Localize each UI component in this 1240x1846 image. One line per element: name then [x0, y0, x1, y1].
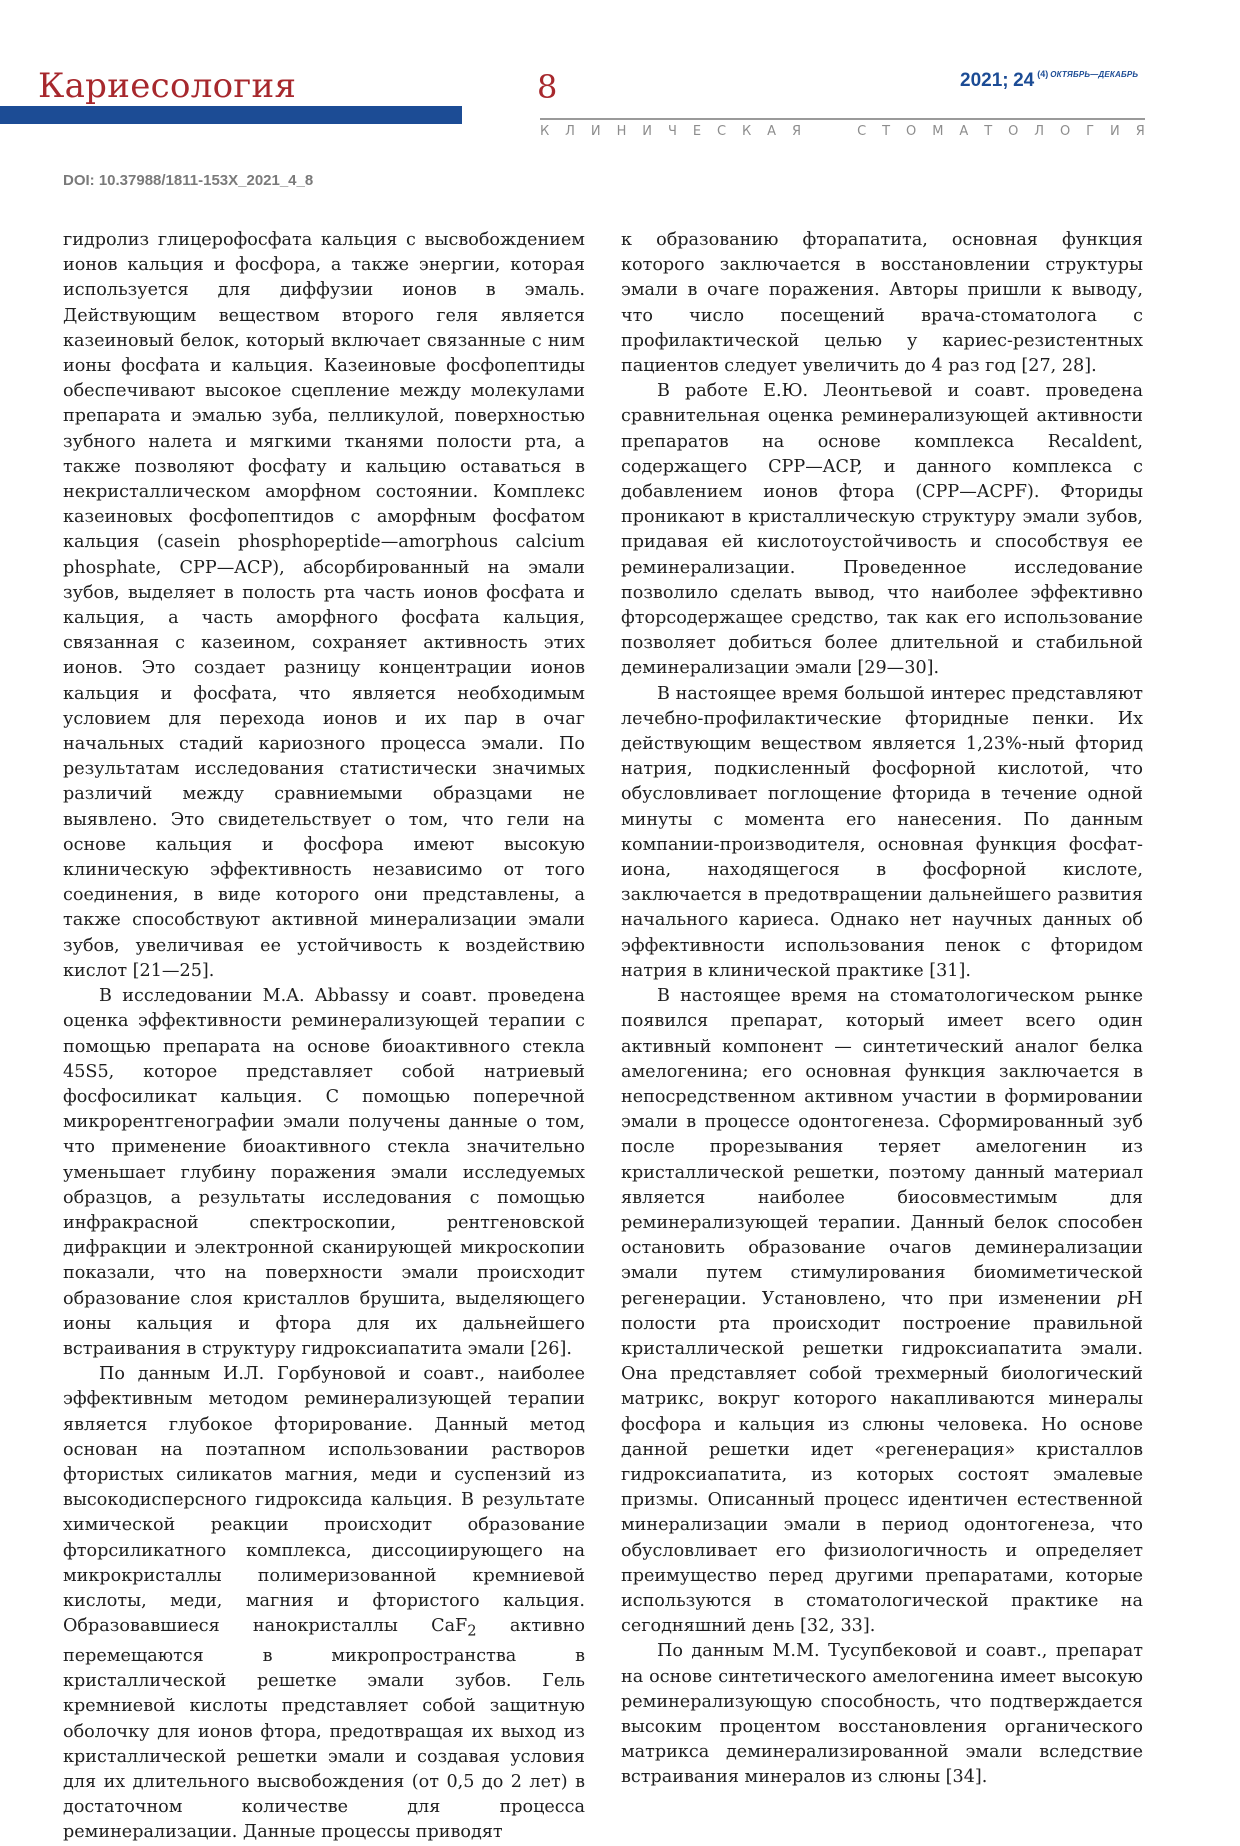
paragraph [63, 1362, 585, 1845]
paragraph: к образованию фторапатита, основная функция которого заключается в восстановлении структуры эмали в очаге поражения. Авторы пришли к выводу, что число посещений врача-стоматолога с профилактической целью у кариес-резистентных пациентов следует увеличить до 4 раз год [27, 28]. [621, 230, 1143, 377]
journal-letter: М [932, 124, 944, 139]
journal-letter: Г [1086, 124, 1095, 139]
journal-letter: С [857, 124, 867, 139]
journal-letter: Ч [667, 124, 677, 139]
paragraph [621, 984, 1143, 1639]
journal-letter: О [1060, 124, 1071, 139]
journal-letter: Т [882, 124, 891, 139]
journal-letter: А [767, 124, 777, 139]
journal-name [540, 124, 1145, 142]
journal-letter: О [906, 124, 917, 139]
doi: DOI: 10.37988/1811-153X_2021_4_8 [63, 172, 314, 189]
page-number: 8 [537, 68, 558, 106]
paragraph-text: По данным И.Л. Горбуновой и соавт., наиболее эффективным методом реминерализующей терапии является глубокое фторирование. Данный метод основан на поэтапном использовании растворов фтористых силикатов магния, меди и суспензий из высокодисперсного гидроксида кальция. В результате химической реакции происходит образование фторсиликатного комплекса, диссоциирующего на микрокристаллы полимеризованной кремниевой кислоты, меди, магния и фтористого кальция. Образовавшиеся нанокристаллы CaF [63, 1364, 585, 1637]
journal-letter: О [1008, 124, 1019, 139]
issue-info [960, 70, 1138, 92]
journal-letter: Н [616, 124, 627, 139]
journal-letter: Е [692, 124, 702, 139]
journal-letter: Л [1034, 124, 1045, 139]
journal-letter: Т [984, 124, 993, 139]
right-column [621, 228, 1143, 1791]
paragraph: В настоящее время большой интерес представляют лечебно-профилактические фторидные пенки. Их действующим веществом является 1,23%-ный фторид натрия, подкисленный фосфорной кислотой, что обусловливает поглощение фторида в течение одной минуты с момента его нанесения. По данным компании-производителя, основная функция фосфат-иона, находящегося в фосфорной кислоте, заключается в предотвращении дальнейшего развития начального кариеса. Однако нет научных данных об эффективности использования пенок с фторидом натрия в клинической практике [31]. [621, 683, 1143, 981]
issue-volume: 24 [1013, 70, 1035, 91]
issue-number: (4) [1037, 69, 1049, 79]
issue-months: ОКТЯБРЬ—ДЕКАБРЬ [1050, 70, 1139, 79]
section-title: Кариесология [38, 66, 297, 106]
italic-symbol: p [1116, 1288, 1128, 1309]
paragraph: В исследовании M.A. Abbassy и соавт. проведена оценка эффективности реминерализующей терапии с помощью препарата на основе биоактивного стекла 45S5, которое представляет собой натриевый фосфосиликат кальция. С помощью поперечной микрорентгенографии эмали получены данные о том, что применение биоактивного стекла значительно уменьшает глубину поражения эмали исследуемых образцов, а результаты исследования с помощью инфракрасной спектроскопии, рентгеновской дифракции и электронной сканирующей микроскопии показали, что на поверхности эмали происходит образование слоя кристаллов брушита, выделяющего ионы кальция и фтора для их дальнейшего встраивания в структуру гидроксиапатита эмали [26]. [63, 986, 585, 1359]
journal-word-gap [817, 124, 821, 142]
paragraph: гидролиз глицерофосфата кальция с высвобождением ионов кальция и фосфора, а также энергии, которая используется для диффузии ионов в эмаль. Действующим веществом второго геля является казеиновый белок, который включает связанные с ним ионы фосфата и кальция. Казеиновые фосфопептиды обеспечивают высокое сцепление между молекулами препарата и эмалью зуба, пелликулой, поверхностью зубного налета и мягкими тканями полости рта, а также позволяют фосфату и кальцию оставаться в некристаллическом аморфном состоянии. Комплекс казеиновых фосфопептидов с аморфным фосфатом кальция (casein phosphopeptide—amorphous calcium phosphate, CPP—ACP), абсорбированный на эмали зубов, выделяет в полость рта часть ионов фосфата и кальция, а часть аморфного фосфата кальция, связанная с казеином, сохраняет активность этих ионов. Это создает разницу концентрации ионов кальция и фосфата, что является необходимым условием для перехода ионов и их пар в очаг начальных стадий кариозного процесса эмали. По результатам исследования статистически значимых различий между сравниемыми образцами не выявлено. Это свидетельствует о том, что гели на основе кальция и фосфора имеют высокую клиническую эффективность независимо от того соединения, в виде которого они представлены, а также способствуют активной минерализации эмали зубов, увеличивая ее устойчивость к воздействию кислот [21—25]. [63, 230, 585, 981]
journal-letter: К [540, 124, 550, 139]
paragraph-text: В настоящее время на стоматологическом рынке появился препарат, который имеет всего один активный компонент — синтетический аналог белка амелогенина; его основная функция заключается в непосредственном активном участии в формировании эмали в процессе одонтогенеза. Сформированный зуб после прорезывания теряет амелогенин из кристаллической решетки, поэтому данный материал является наиболее биосовместимым для реминерализующей терапии. Данный белок способен остановить образование очагов деминерализации эмали путем стимулирования биомиметической регенерации. Установлено, что при изменении [621, 986, 1143, 1309]
journal-word-gap [837, 124, 841, 142]
journal-letter: Л [565, 124, 575, 139]
issue-year: 2021; [960, 70, 1009, 91]
left-column [63, 228, 585, 1846]
journal-letter: И [1110, 124, 1120, 139]
journal-letter: Я [1135, 124, 1145, 139]
journal-letter: С [716, 124, 727, 139]
journal-letter: И [642, 124, 653, 139]
journal-letter: К [741, 124, 752, 139]
journal-letter: И [590, 124, 601, 139]
section-color-bar [0, 106, 462, 124]
paragraph-text: H полости рта происходит построение правильной кристаллической решетки гидроксиапатита эмали. Она представляет собой трехмерный биологический матрикс, вокруг которого накапливаются минералы фосфора и кальция из слюны человека. Но основе данной решетки идет «регенерация» кристаллов гидроксиапатита, из которых состоят эмалевые призмы. Описанный процесс идентичен естественной минерализации эмали в период одонтогенеза, что обусловливает его физиологичность и определяет преимущество перед другими препаратами, которые используются в стоматологической практике на сегодняшний день [32, 33]. [621, 1288, 1143, 1637]
subscript: 2 [467, 1622, 477, 1640]
paragraph: В работе Е.Ю. Леонтьевой и соавт. проведена сравнительная оценка реминерализующей активности препаратов на основе комплекса Recaldent, содержащего CPP—ACP, и данного комплекса с добавлением ионов фтора (CPP—ACPF). Фториды проникают в кристаллическую структуру эмали зубов, придавая ей кислотоустойчивость и способствуя ее реминерализации. Проведенное исследование позволило сделать вывод, что наиболее эффективно фторсодержащее средство, так как его использование позволяет добиться более длительной и стабильной деминерализации эмали [29—30]. [621, 381, 1143, 679]
journal-letter: А [959, 124, 969, 139]
paragraph: По данным М.М. Тусупбековой и соавт., препарат на основе синтетического амелогенина имеет высокую реминерализующую способность, что подтверждается высоким процентом восстановления органического матрикса деминерализированной эмали вследствие встраивания минералов из слюны [34]. [621, 1641, 1143, 1788]
header-rule [540, 118, 1145, 120]
paragraph-text: активно перемещаются в микропространства в кристаллической решетке эмали зубов. Гель кремниевой кислоты представляет собой защитную оболочку для ионов фтора, предотвращая их выход из кристаллической решетки эмали и создавая условия для их длительного высвобождения (от 0,5 до 2 лет) в достаточном количестве для процесса реминерализации. Данные процессы приводят [63, 1616, 586, 1843]
journal-letter: Я [792, 124, 802, 139]
